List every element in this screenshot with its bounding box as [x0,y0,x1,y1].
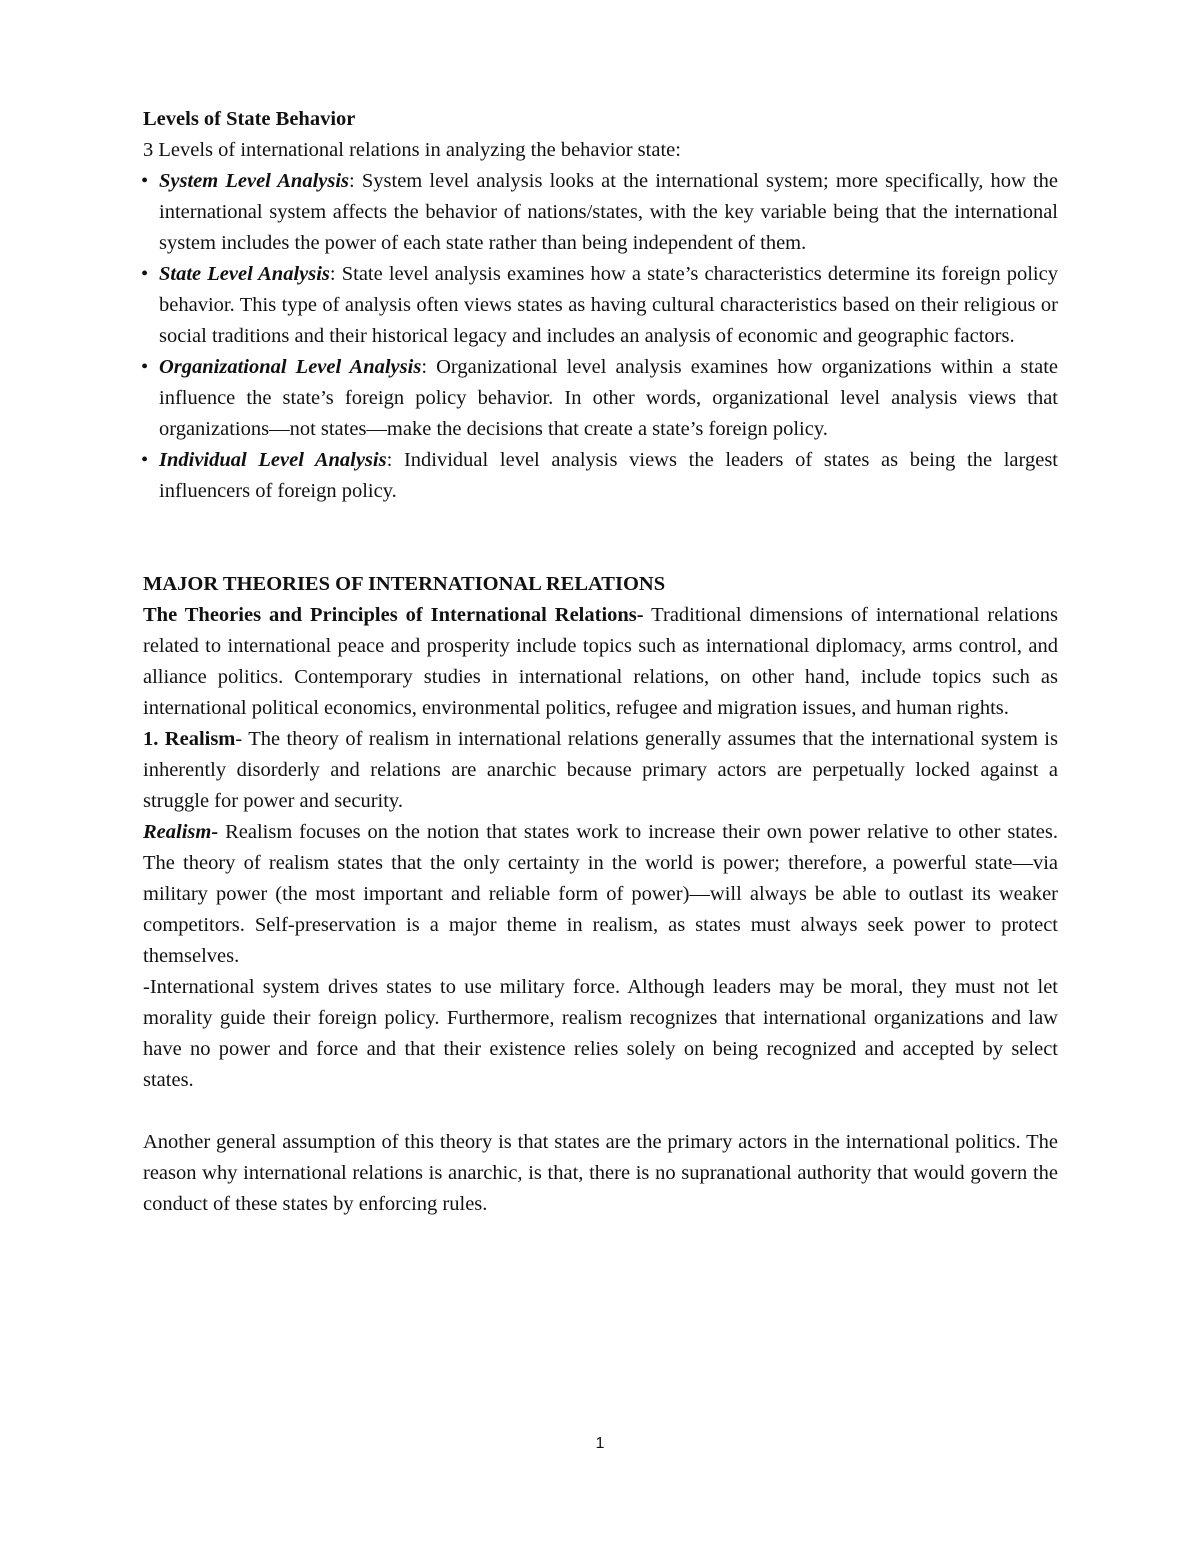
military-force-paragraph: -International system drives states to use military force. Although leaders may be moral, they must not let morality guide their foreign policy. Furthermore, realism recognizes that international organizations and law have no power and force and that their existence relies solely on being recognized and accepted by select states. [143,976,1058,1091]
level-text: : Organizational level analysis examines how organizations within a state influence the state’s foreign policy behavior. In other words, organizational level analysis views that organizations—not states—make the decisions that create a state’s foreign policy. [159,356,1058,440]
realism-paragraph [143,724,1058,817]
theories-paragraph [143,600,1058,724]
section-spacer [143,507,1058,569]
theories-lead: The Theories and Principles of International Relations- [143,604,644,626]
level-text: : State level analysis examines how a state’s characteristics determine its foreign policy behavior. This type of analysis often views states as having cultural characteristics based on their religious or social traditions and their historical legacy and includes an analysis of economic and geographic factors. [159,263,1058,347]
list-item [143,352,1058,445]
page-number: 1 [595,1435,605,1452]
section-heading-levels: Levels of State Behavior [143,108,356,130]
paragraph-spacer [143,1096,1058,1127]
realism-text: - The theory of realism in international relations generally assumes that the international system is inherently disorderly and relations are anarchic because primary actors are perpetually locked against a struggle for power and security. [143,728,1058,812]
level-text: : Individual level analysis views the leaders of states as being the largest influencers of foreign policy. [159,449,1058,502]
list-item [143,166,1058,259]
section-heading-theories: MAJOR THEORIES OF INTERNATIONAL RELATIONS [143,573,666,595]
realism-definition-lead: Realism- [143,821,219,843]
theories-text: Traditional dimensions of international relations related to international peace and prosperity include topics such as international diplomacy, arms control, and alliance politics. Contemporary studies in international relations, on other hand, include topics such as international political economics, environmental politics, refugee and migration issues, and human rights. [143,604,1058,719]
list-item [143,259,1058,352]
level-term: Individual Level Analysis [159,449,387,471]
realism-lead: 1. Realism [143,728,236,750]
realism-definition-paragraph [143,817,1058,972]
document-page [143,104,1058,1220]
level-term: State Level Analysis [159,263,330,285]
levels-list [143,166,1058,507]
realism-definition-text: Realism focuses on the notion that states work to increase their own power relative to other states. The theory of realism states that the only certainty in the world is power; therefore, a powerful state—via military power (the most important and reliable form of power)—will always be able to outlast its weaker competitors. Self-preservation is a major theme in realism, as states must always seek power to protect themselves. [143,821,1058,967]
level-text: : System level analysis looks at the international system; more specifically, how the international system affects the behavior of nations/states, with the key variable being that the international system includes the power of each state rather than being independent of them. [159,170,1058,254]
list-item [143,445,1058,507]
assumption-paragraph: Another general assumption of this theory is that states are the primary actors in the international politics. The reason why international relations is anarchic, is that, there is no supranational authority that would govern the conduct of these states by enforcing rules. [143,1131,1058,1215]
level-term: Organizational Level Analysis [159,356,422,378]
levels-intro: 3 Levels of international relations in analyzing the behavior state: [143,139,681,161]
level-term: System Level Analysis [159,170,350,192]
